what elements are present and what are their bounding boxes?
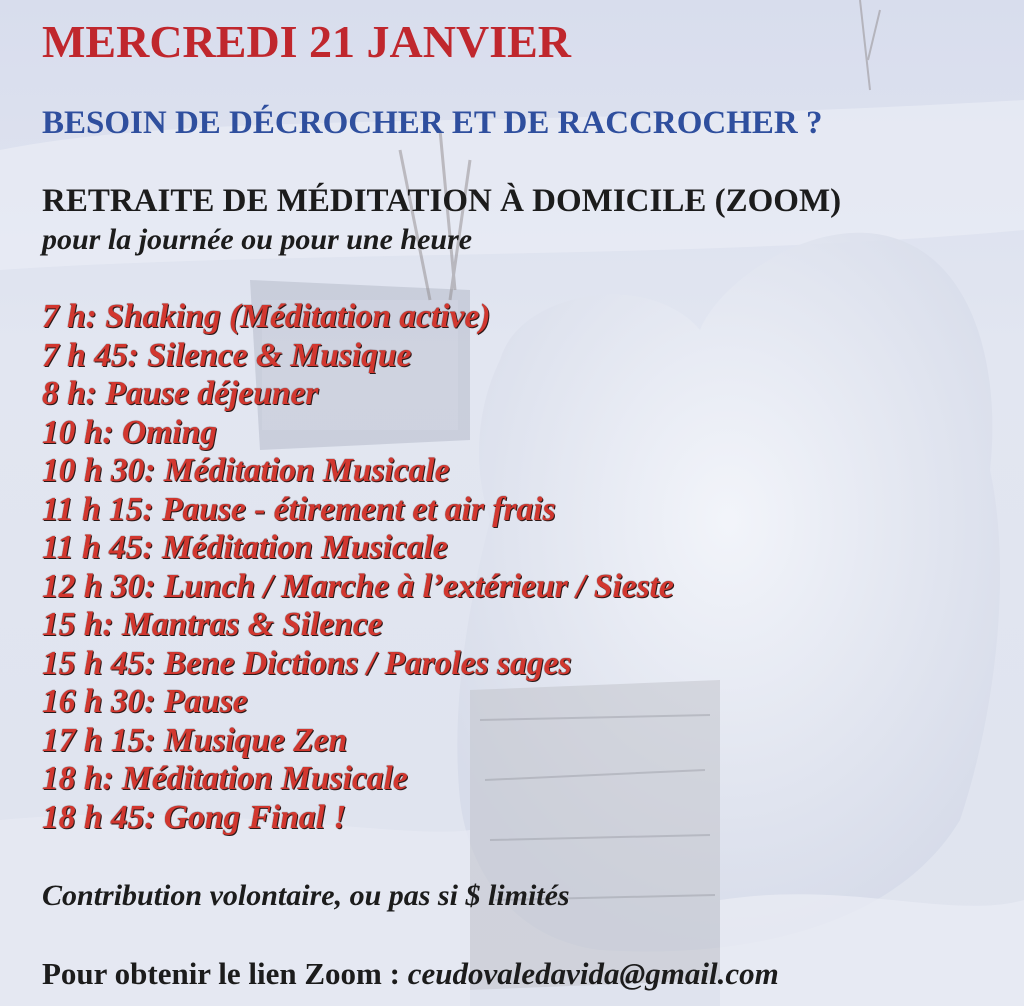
schedule-item: 18 h: Méditation Musicale xyxy=(42,760,408,797)
schedule-item: 11 h 45: Méditation Musicale xyxy=(42,529,448,566)
schedule-item: 7 h: Shaking (Méditation active) xyxy=(42,298,491,335)
schedule-item: 16 h 30: Pause xyxy=(42,683,248,720)
schedule-item: 15 h 45: Bene Dictions / Paroles sages xyxy=(42,644,572,682)
schedule-item: 15 h: Mantras & Silence xyxy=(42,606,383,643)
event-subtitle: pour la journée ou pour une heure xyxy=(42,223,473,256)
schedule-item: 10 h 30: Méditation Musicale xyxy=(42,452,450,489)
event-date: MERCREDI 21 JANVIER xyxy=(42,16,572,67)
schedule-item: 12 h 30: Lunch / Marche à l’extérieur / Sieste xyxy=(42,567,674,605)
zoom-label: Pour obtenir le lien Zoom : xyxy=(42,956,408,991)
schedule-item: 7 h 45: Silence & Musique xyxy=(42,336,412,374)
schedule-item: 8 h: Pause déjeuner xyxy=(42,375,319,412)
event-title: RETRAITE DE MÉDITATION À DOMICILE (ZOOM) xyxy=(42,183,842,219)
zoom-link-info xyxy=(42,954,779,994)
schedule-item: 11 h 15: Pause - étirement et air frais xyxy=(42,490,556,528)
schedule-list xyxy=(42,298,674,837)
schedule-item: 10 h: Oming xyxy=(42,413,217,451)
schedule-item: 17 h 15: Musique Zen xyxy=(42,721,348,759)
schedule-item: 18 h 45: Gong Final ! xyxy=(42,798,347,836)
contact-email: ceudovaledavida@gmail.com xyxy=(407,956,779,991)
tagline: BESOIN DE DÉCROCHER ET DE RACCROCHER ? xyxy=(42,105,823,141)
contribution-note: Contribution volontaire, ou pas si $ limités xyxy=(42,879,570,912)
